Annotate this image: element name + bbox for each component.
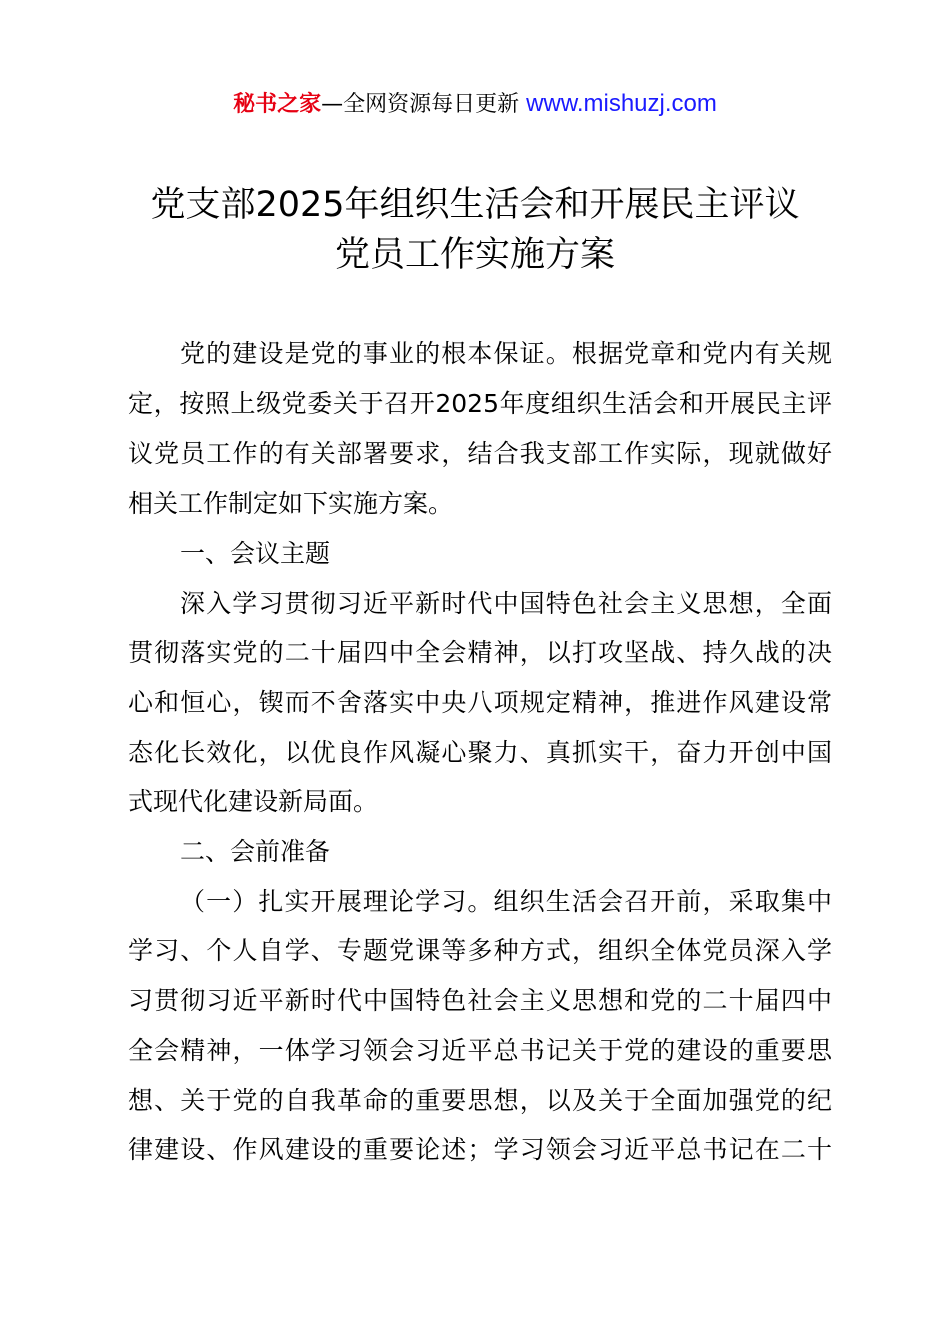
paragraph-line: 态化长效化，以优良作风凝心聚力、真抓实干，奋力开创中国 [128,738,832,767]
site-header [0,88,950,121]
site-tagline: —全网资源每日更新 [321,92,527,117]
paragraph-line: 深入学习贯彻习近平新时代中国特色社会主义思想，全面 [180,589,832,618]
section-heading: 一、会议主题 [180,539,331,568]
paragraph-line: 想、关于党的自我革命的重要思想，以及关于全面加强党的纪 [128,1086,832,1115]
paragraph-line: 学习、个人自学、专题党课等多种方式，组织全体党员深入学 [128,936,832,965]
paragraph-line: 党的建设是党的事业的根本保证。根据党章和党内有关规 [180,339,832,368]
paragraph-line: 相关工作制定如下实施方案。 [128,489,454,518]
paragraph-line: 议党员工作的有关部署要求，结合我支部工作实际，现就做好 [128,439,832,468]
document-title-line-1: 党支部2025年组织生活会和开展民主评议 [150,185,800,225]
paragraph-line: 定，按照上级党委关于召开2025年度组织生活会和开展民主评 [128,389,832,418]
site-brand: 秘书之家 [233,92,322,117]
site-url-link[interactable]: www.mishuzj.com [526,90,717,117]
paragraph-line: 心和恒心，锲而不舍落实中央八项规定精神，推进作风建设常 [128,688,832,717]
paragraph-line: 全会精神，一体学习领会习近平总书记关于党的建设的重要思 [128,1036,832,1065]
paragraph-line: 式现代化建设新局面。 [128,787,379,816]
paragraph-line: 律建设、作风建设的重要论述；学习领会习近平总书记在二十 [128,1135,832,1164]
section-heading: 二、会前准备 [180,837,331,866]
paragraph-line: （一）扎实开展理论学习。组织生活会召开前，采取集中 [180,887,832,916]
paragraph-line: 贯彻落实党的二十届四中全会精神，以打攻坚战、持久战的决 [128,638,832,667]
paragraph-line: 习贯彻习近平新时代中国特色社会主义思想和党的二十届四中 [128,986,832,1015]
document-title-line-2: 党员工作实施方案 [334,235,615,275]
